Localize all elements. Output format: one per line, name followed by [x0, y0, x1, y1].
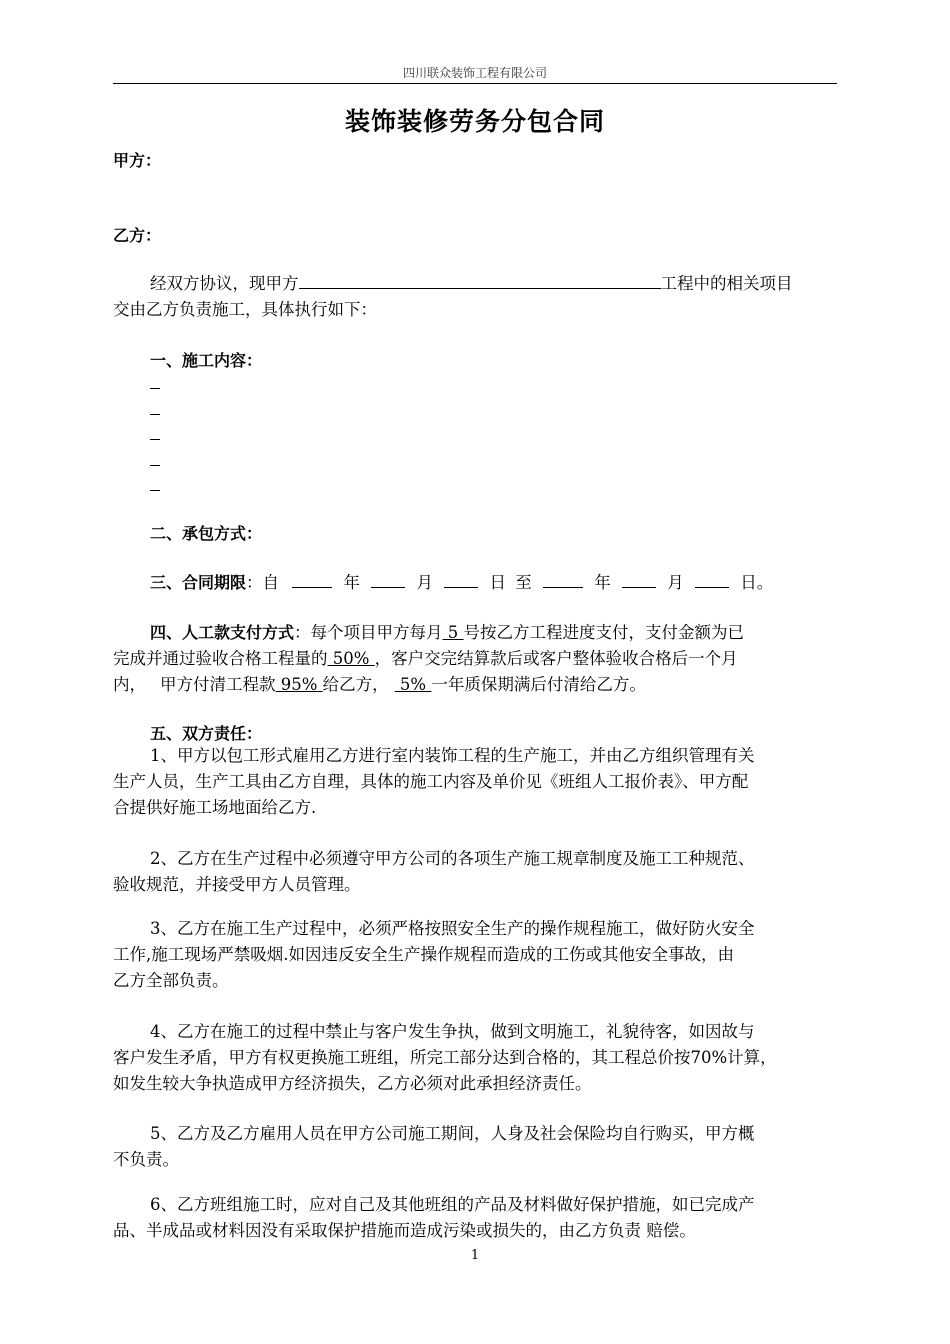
clause-1-line-2: 生产人员，生产工具由乙方自理，具体的施工内容及单价见《班组人工报价表》、甲方配	[113, 772, 749, 791]
start-year-blank[interactable]	[292, 570, 332, 588]
colon: ：	[246, 573, 263, 592]
clause-6-line-1: 6、乙方班组施工时，应对自己及其他班组的产品及材料做好保护措施，如已完成产	[150, 1195, 755, 1214]
section-5-heading: 五、双方责任：	[150, 724, 263, 743]
content-item-dash	[150, 490, 160, 491]
clause-4-line-3: 如发生较大争执造成甲方经济损失，乙方必须对此承担经济责任。	[113, 1074, 592, 1093]
section-2-heading: 二、承包方式：	[150, 524, 263, 543]
party-b-label: 乙方：	[113, 226, 162, 245]
from-label: 自	[262, 573, 280, 592]
section-4-line-2	[113, 646, 837, 672]
section-3-line	[150, 570, 837, 596]
page-number: 1	[470, 1248, 480, 1263]
document-title: 装饰装修劳务分包合同	[344, 107, 605, 136]
text: 每个项目甲方每月	[310, 623, 443, 642]
content-item-dash	[150, 388, 160, 389]
intro-line-2: 交由乙方负责施工，具体执行如下：	[113, 300, 377, 319]
section-4-heading: 四、人工款支付方式	[150, 623, 295, 642]
clause-4-line-1: 4、乙方在施工的过程中禁止与客户发生争执，做到文明施工，礼貌待客，如因故与	[150, 1022, 755, 1041]
content-item-dash	[150, 465, 160, 466]
content-item-dash	[150, 439, 160, 440]
clause-5-line-1: 5、乙方及乙方雇用人员在甲方公司施工期间，人身及社会保险均自行购买，甲方概	[150, 1124, 755, 1143]
progress-percent-value: 50%	[327, 649, 375, 668]
section-3-heading: 三、合同期限	[150, 573, 247, 592]
party-a-label: 甲方：	[113, 151, 162, 170]
warranty-percent-value: 5%	[394, 675, 432, 694]
start-day-blank[interactable]	[444, 570, 478, 588]
text: 给乙方，	[322, 675, 389, 694]
page-header: 四川联众装饰工程有限公司	[402, 66, 547, 80]
year-label: 年	[594, 573, 611, 592]
text: 甲方付清工程款	[160, 675, 276, 694]
intro-text-a: 经双方协议，现甲方	[150, 274, 299, 293]
month-label: 月	[416, 573, 434, 592]
clause-4-line-2: 客户发生矛盾，甲方有权更换施工班组，所完工部分达到合格的，其工程总价按70%计算，	[113, 1048, 777, 1067]
text: ，客户交完结算款后或客户整体验收合格后一个月	[374, 649, 738, 668]
year-label: 年	[343, 573, 361, 592]
pay-day-value: 5	[442, 623, 464, 642]
clause-2-line-2: 验收规范，并接受甲方人员管理。	[113, 875, 361, 894]
section-1-heading: 一、施工内容：	[150, 351, 263, 370]
end-year-blank[interactable]	[543, 570, 583, 588]
text: 一年质保期满后付清给乙方。	[431, 675, 646, 694]
clause-2-line-1: 2、乙方在生产过程中必须遵守甲方公司的各项生产施工规章制度及施工工种规范、	[150, 849, 755, 868]
clause-3-line-1: 3、乙方在施工生产过程中，必须严格按照安全生产的操作规程施工，做好防火安全	[150, 919, 755, 938]
text: 完成并通过验收合格工程量的	[113, 649, 328, 668]
section-4-line-1	[150, 620, 837, 646]
clause-1-line-3: 合提供好施工场地面给乙方.	[113, 798, 317, 817]
project-name-blank[interactable]	[299, 271, 661, 289]
text: 内，	[113, 675, 146, 694]
clause-3-line-3: 乙方全部负责。	[113, 971, 229, 990]
clause-5-line-2: 不负责。	[113, 1150, 179, 1169]
clause-1-line-1: 1、甲方以包工形式雇用乙方进行室内装饰工程的生产施工，并由乙方组织管理有关	[150, 746, 755, 765]
intro-text-b: 工程中的相关项目	[660, 274, 793, 293]
clause-3-line-2: 工作,施工现场严禁吸烟.如因违反安全生产操作规程而造成的工伤或其他安全事故，由	[113, 945, 734, 964]
intro-line-1	[150, 271, 837, 297]
header-divider	[113, 83, 837, 84]
text: 号按乙方工程进度支付，支付金额为已	[463, 623, 745, 642]
month-label: 月	[667, 573, 684, 592]
day-label: 日	[489, 573, 507, 592]
start-month-blank[interactable]	[371, 570, 405, 588]
end-month-blank[interactable]	[622, 570, 656, 588]
colon: ：	[294, 623, 311, 642]
section-4-line-3	[113, 672, 837, 698]
content-item-dash	[150, 414, 160, 415]
day-end-label: 日。	[740, 573, 774, 592]
to-label: 至	[515, 573, 532, 592]
clause-6-line-2: 品、半成品或材料因没有采取保护措施而造成污染或损失的，由乙方负责 赔偿。	[113, 1221, 696, 1240]
final-percent-value: 95%	[275, 675, 323, 694]
end-day-blank[interactable]	[695, 570, 729, 588]
